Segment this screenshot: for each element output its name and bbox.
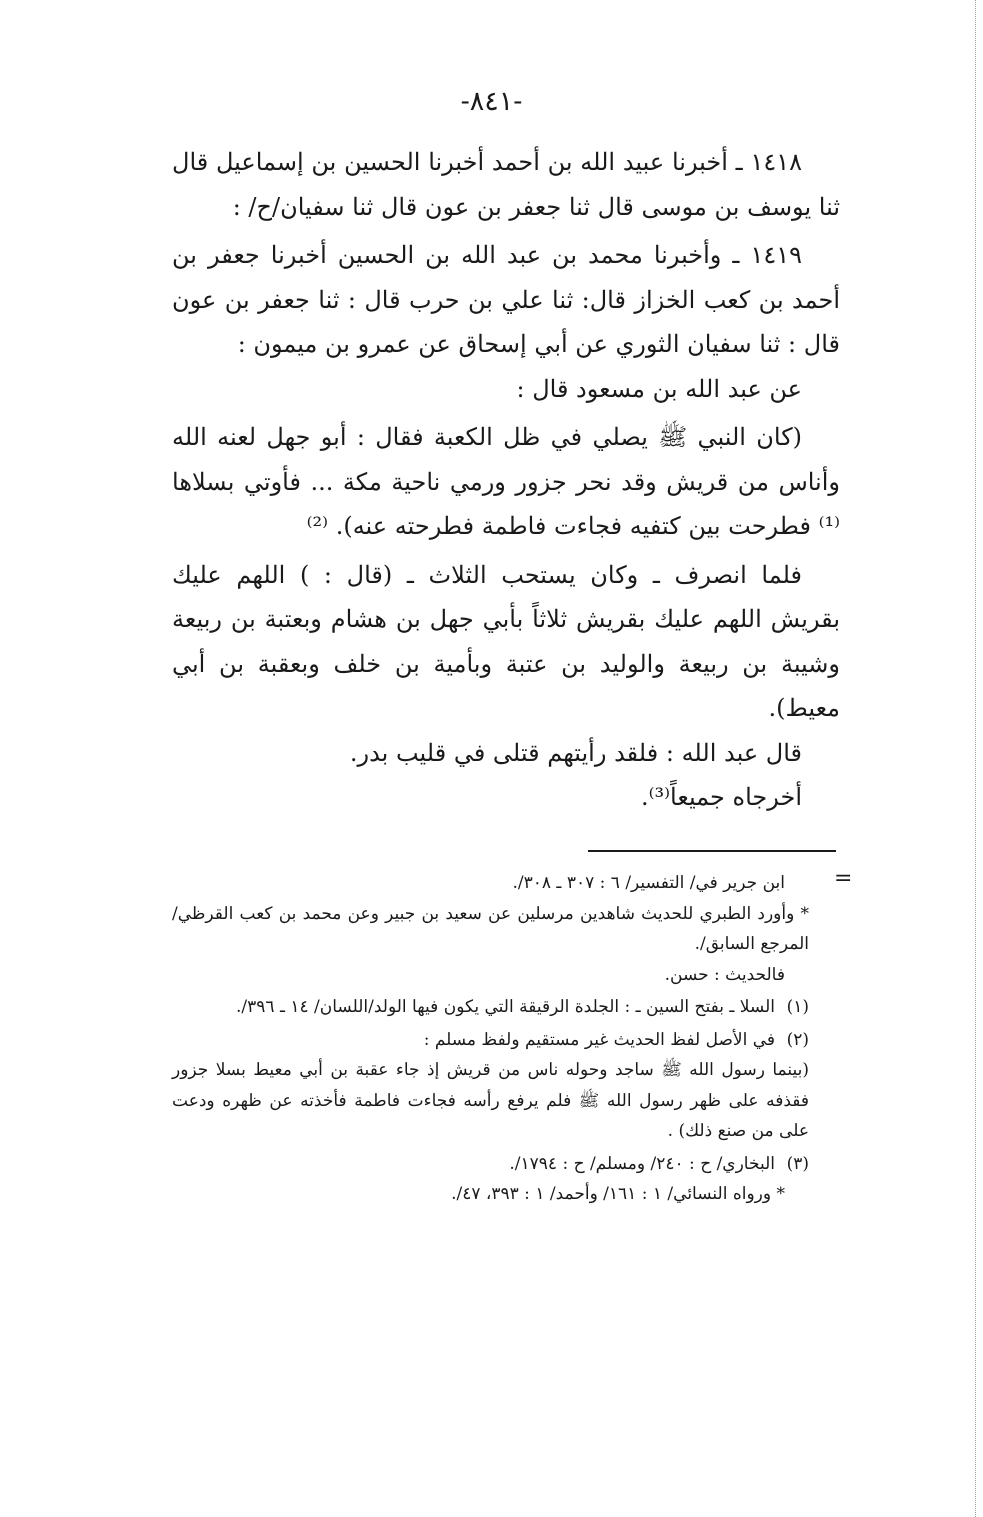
footnote-text: البخاري/ ح : ٢٤٠/ ومسلم/ ح : ١٧٩٤/.: [509, 1153, 775, 1174]
footnote-continued-line: ابن جرير في/ التفسير/ ٦ : ٣٠٧ ـ ٣٠٨/.: [512, 873, 785, 893]
footnote-number: (٢): [786, 1029, 809, 1050]
footnote-continued-line: فالحديث : حسن.: [664, 964, 785, 985]
footnote-1: [172, 992, 809, 1023]
footnote-continuation-mark: =: [834, 866, 853, 891]
footnote-text: في الأصل لفظ الحديث غير مستقيم ولفظ مسلم :: [423, 1029, 775, 1050]
page-edge-line: [975, 0, 977, 1517]
paragraph-hadith-1418: ١٤١٨ ـ أخبرنا عبيد الله بن أحمد أخبرنا الحسين بن إسماعيل قال ثنا يوسف بن موسى قال ثنا جعفر بن عون قال ثنا سفيان/ح/ :: [172, 148, 840, 221]
paragraph-narrator: عن عبد الله بن مسعود قال :: [516, 374, 802, 403]
footnote-number: (٣): [786, 1153, 809, 1174]
footnote-separator: [588, 850, 836, 852]
footnote-text: السلا ـ بفتح السين ـ : الجلدة الرقيقة التي يكون فيها الولد/اللسان/ ١٤ ـ ٣٩٦/.: [236, 997, 775, 1017]
footnote-3: [172, 1149, 809, 1180]
paragraph-takhrij: أخرجاه جميعاً⁽³⁾.: [641, 783, 802, 811]
footnote-continued-line: * وأورد الطبري للحديث شاهدين مرسلين عن سعيد بن جبير وعن محمد بن كعب القرظي/ المرجع السابق/.: [172, 903, 809, 954]
footnote-text: * ورواه النسائي/ ١ : ١٦١/ وأحمد/ ١ : ٣٩٣، ٤٧/.: [451, 1184, 785, 1204]
paragraph-supplication: فلما انصرف ـ وكان يستحب الثلاث ـ (قال : ) اللهم عليك بقريش اللهم عليك بقريش ثلاثاً بأبي جهل بن هشام وبعتبة بن ربيعة وشيبة بن ربيعة والوليد بن عتبة وبأمية بن خلف وبعقبة بن أبي معيط).: [172, 560, 841, 722]
footnote-quote: (بينما رسول الله ﷺ ساجد وحوله ناس من قريش إذ جاء عقبة بن أبي معيط بسلا جزور فقذفه على ظهر رسول الله ﷺ فلم يرفع رأسه فجاءت فاطمة فأخذته عن ظهره ودعت على من صنع ذلك) .: [172, 1060, 809, 1141]
footnote-number: (١): [786, 997, 809, 1017]
page-number: -٨٤١-: [460, 86, 523, 117]
footnote-2: [172, 1025, 809, 1056]
paragraph-hadith-1419: ١٤١٩ ـ وأخبرنا محمد بن عبد الله بن الحسين أخبرنا جعفر بن أحمد بن كعب الخزاز قال: ثنا علي بن حرب قال : ثنا جعفر بن عون قال : ثنا سفيان الثوري عن أبي إسحاق عن عمرو بن ميمون :: [172, 241, 840, 358]
main-text: [172, 140, 840, 820]
paragraph-hadith-text: (كان النبي ﷺ يصلي في ظل الكعبة فقال : أبو جهل لعنه الله وأناس من قريش وقد نحر جزور ورمي ناحية مكة ... فأوتي بسلاها ⁽¹⁾ فطرحت بين كتفيه فجاءت فاطمة فطرحته عنه). ⁽²⁾: [172, 423, 840, 540]
footnotes: [172, 868, 809, 1210]
paragraph-badr: قال عبد الله : فلقد رأيتهم قتلى في قليب بدر.: [349, 738, 802, 767]
